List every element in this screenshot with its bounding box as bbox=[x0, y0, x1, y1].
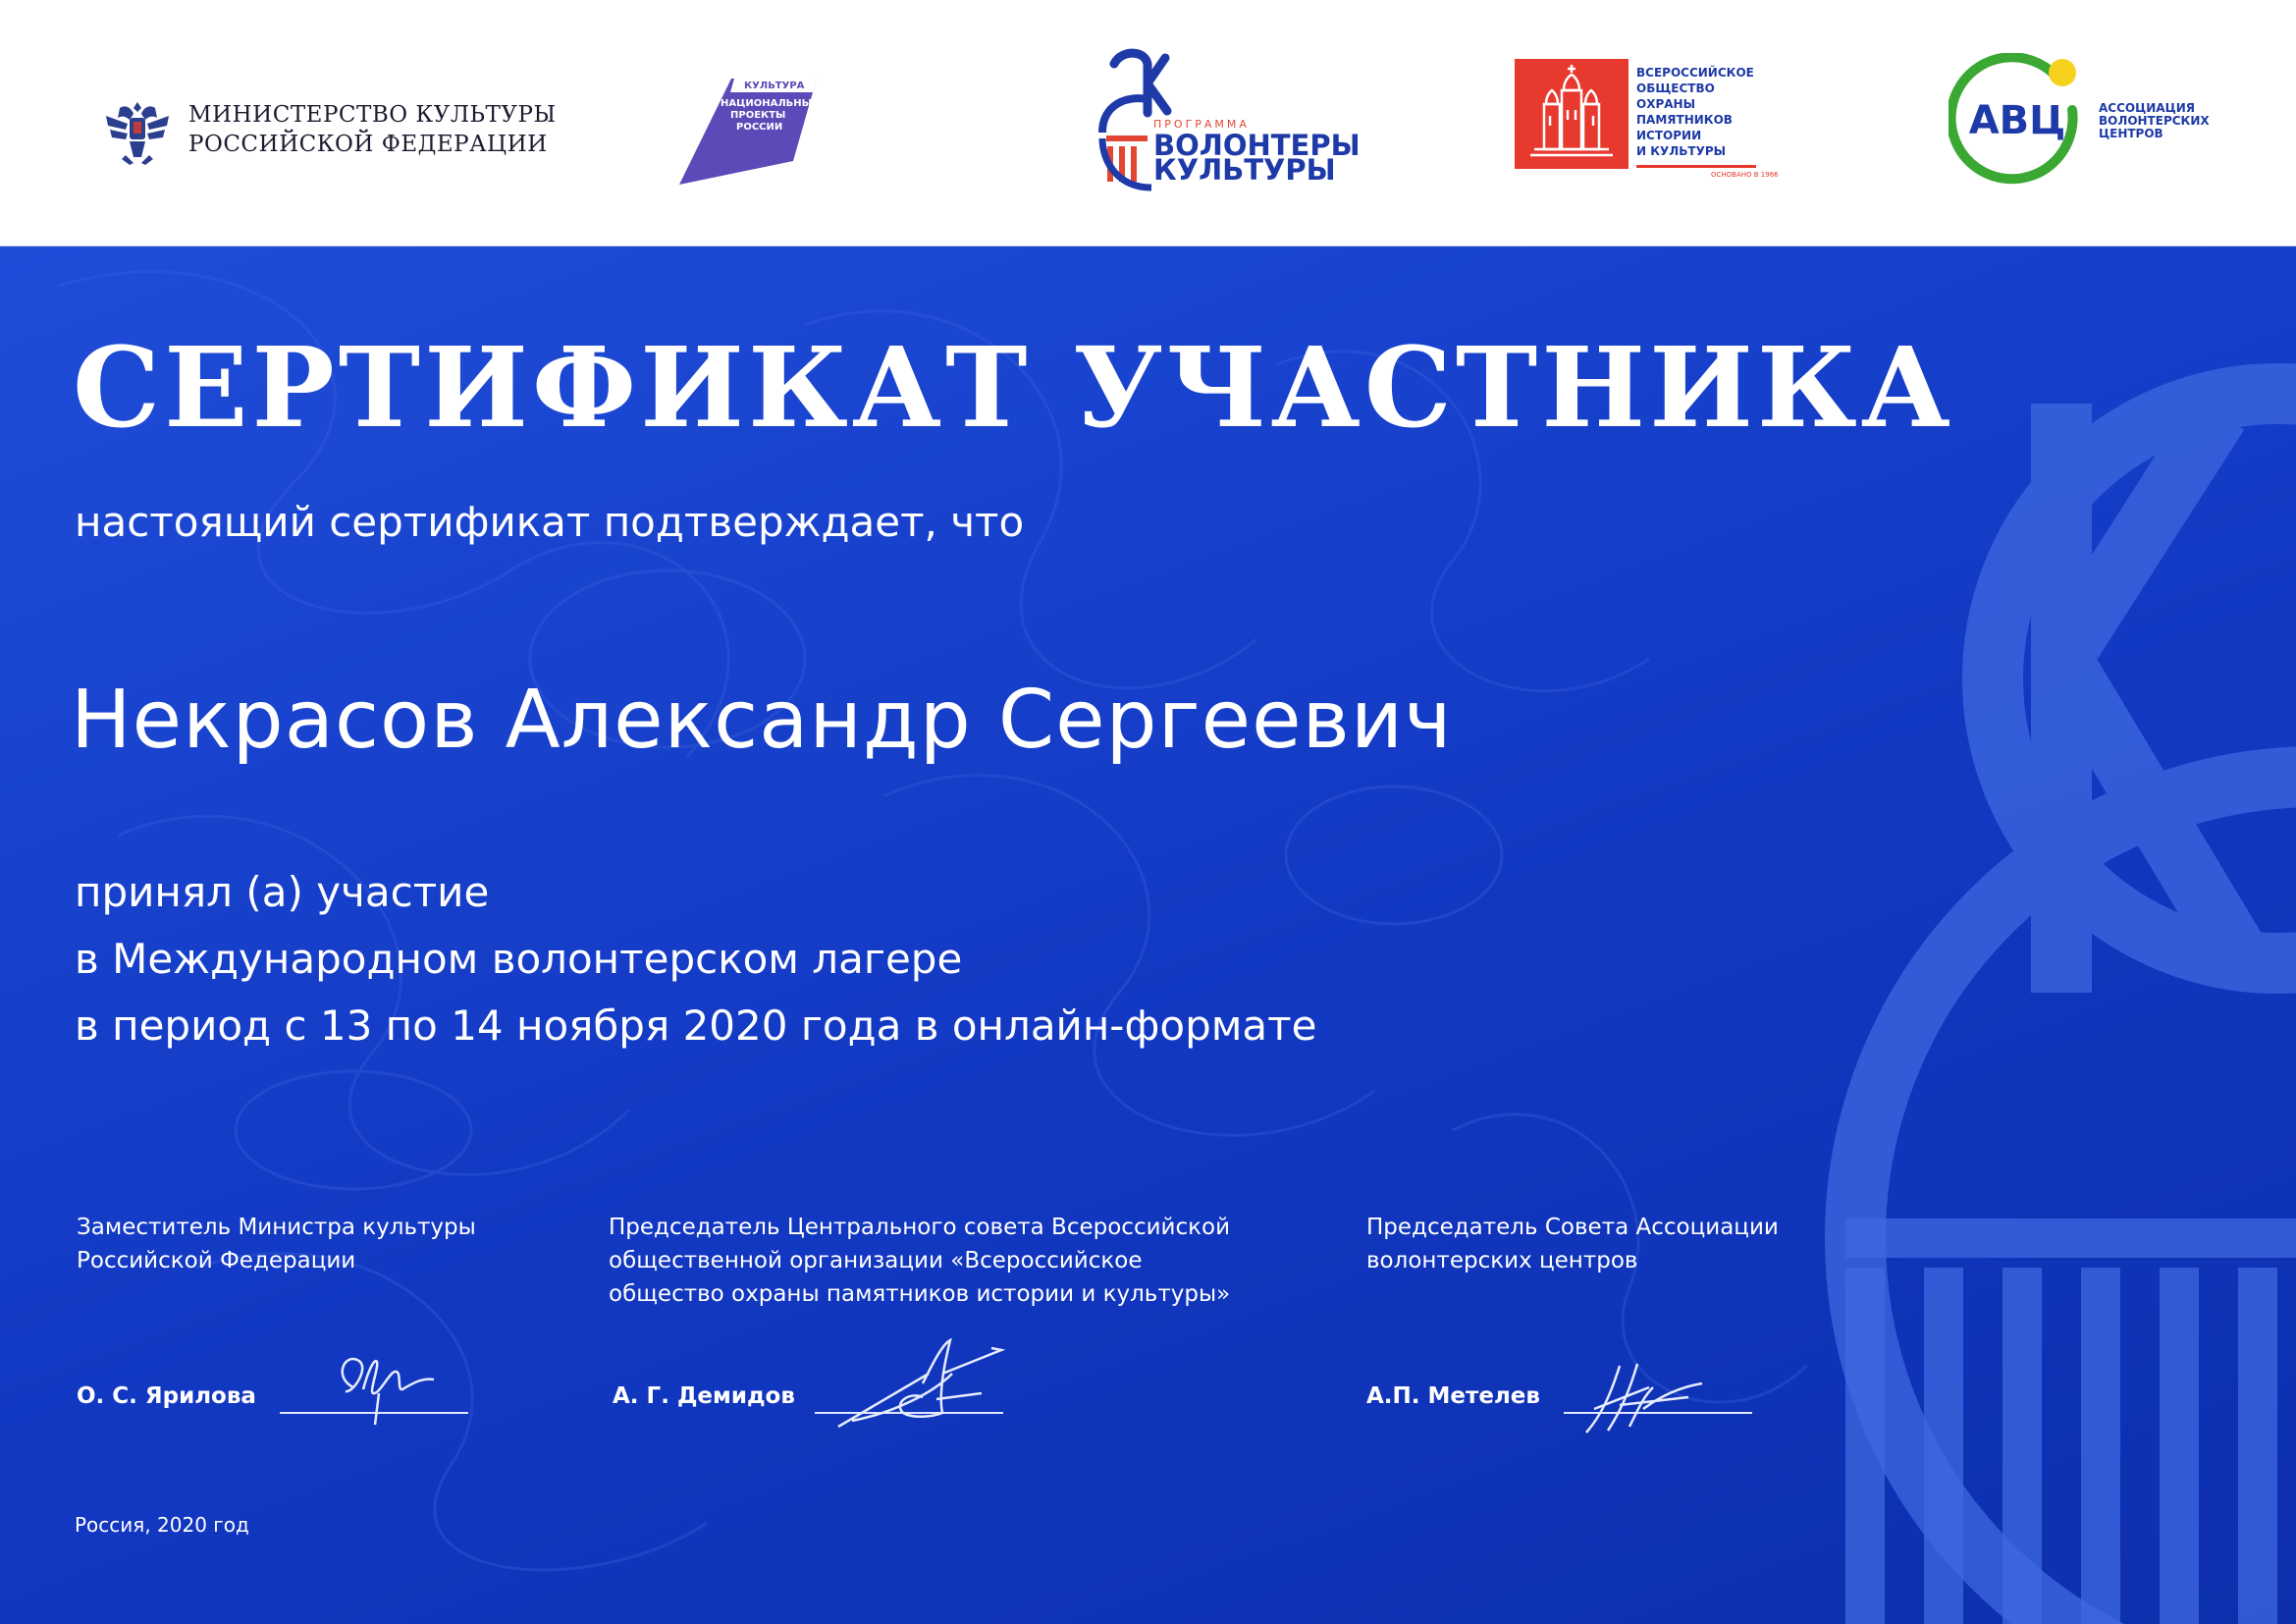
national-projects-line2: ПРОЕКТЫ bbox=[730, 110, 786, 121]
participation-line2: в Международном волонтерском лагере bbox=[75, 935, 963, 983]
recipient-name: Некрасов Александр Сергеевич bbox=[71, 674, 1453, 767]
volunteers-line1: ВОЛОНТЕРЫ bbox=[1153, 129, 1361, 162]
voopik-red-line bbox=[1636, 165, 1756, 168]
voopik-red-box bbox=[1515, 59, 1629, 169]
voopik-logo bbox=[1515, 59, 1779, 185]
voopik-line5: ИСТОРИИ bbox=[1636, 129, 1702, 142]
avc-line1: АССОЦИАЦИЯ bbox=[2099, 101, 2195, 115]
voopik-line2: ОБЩЕСТВО bbox=[1636, 81, 1715, 95]
voopik-line6: И КУЛЬТУРЫ bbox=[1636, 144, 1727, 158]
voopik-line4: ПАМЯТНИКОВ bbox=[1636, 113, 1733, 127]
certificate-title: СЕРТИФИКАТ УЧАСТНИКА bbox=[73, 324, 1955, 453]
signatory-3-role-line1: Председатель Совета Ассоциации bbox=[1366, 1215, 1779, 1240]
voopik-founded: ОСНОВАНО В 1966 bbox=[1711, 171, 1779, 179]
cathedral-icon bbox=[1515, 59, 1629, 169]
signatory-1-role bbox=[77, 1211, 476, 1277]
signatory-2-role-line3: общество охраны памятников истории и культуры» bbox=[609, 1281, 1231, 1307]
avc-line3: ЦЕНТРОВ bbox=[2099, 127, 2163, 140]
voopik-line1: ВСЕРОССИЙСКОЕ bbox=[1636, 66, 1754, 80]
certificate-subtitle: настоящий сертификат подтверждает, что bbox=[75, 498, 1025, 546]
logo-header bbox=[0, 0, 2296, 246]
signatory-2-role-line1: Председатель Центрального совета Всероссийской bbox=[609, 1215, 1231, 1240]
avc-logo bbox=[1949, 53, 2223, 190]
ministry-name-line1: МИНИСТЕРСТВО КУЛЬТУРЫ bbox=[188, 102, 557, 128]
double-headed-eagle-icon bbox=[98, 90, 177, 169]
voopik-line3: ОХРАНЫ bbox=[1636, 97, 1696, 111]
signatory-2-role bbox=[609, 1211, 1230, 1311]
national-projects-small: КУЛЬТУРА bbox=[744, 81, 805, 91]
avc-line2: ВОЛОНТЕРСКИХ bbox=[2099, 114, 2210, 128]
national-projects-line1: НАЦИОНАЛЬНЫЕ bbox=[721, 98, 819, 109]
volunteers-line2: КУЛЬТУРЫ bbox=[1153, 153, 1336, 187]
certificate-body bbox=[0, 246, 2296, 1624]
participation-line1: принял (а) участие bbox=[75, 868, 490, 916]
signatory-1-name: О. С. Ярилова bbox=[77, 1383, 256, 1409]
signatory-1-signature bbox=[324, 1348, 442, 1427]
signatory-1-role-line2: Российской Федерации bbox=[77, 1248, 356, 1273]
national-projects-line3: РОССИИ bbox=[736, 122, 783, 133]
volunteers-of-culture-logo bbox=[1093, 44, 1361, 191]
signatory-1-role-line1: Заместитель Министра культуры bbox=[77, 1215, 476, 1240]
national-projects-logo bbox=[677, 77, 825, 187]
signatory-2-name: А. Г. Демидов bbox=[613, 1383, 795, 1409]
volunteers-prefix: ПРОГРАММА bbox=[1153, 118, 1250, 131]
signatory-2-role-line2: общественной организации «Всероссийское bbox=[609, 1248, 1143, 1273]
ministry-name-line2: РОССИЙСКОЙ ФЕДЕРАЦИИ bbox=[188, 132, 548, 157]
signatory-3-role-line2: волонтерских центров bbox=[1366, 1248, 1638, 1273]
footer-place-year: Россия, 2020 год bbox=[75, 1513, 249, 1537]
ministry-of-culture-logo bbox=[98, 90, 557, 169]
signatory-3-name: А.П. Метелев bbox=[1366, 1383, 1540, 1409]
signatory-3-role bbox=[1366, 1211, 1779, 1277]
participation-line3: в период с 13 по 14 ноября 2020 года в онлайн-формате bbox=[75, 1001, 1317, 1050]
signatory-2-signature bbox=[834, 1334, 1011, 1433]
avc-abbreviation: АВЦ bbox=[1968, 98, 2066, 143]
signatory-3-signature bbox=[1580, 1358, 1708, 1436]
